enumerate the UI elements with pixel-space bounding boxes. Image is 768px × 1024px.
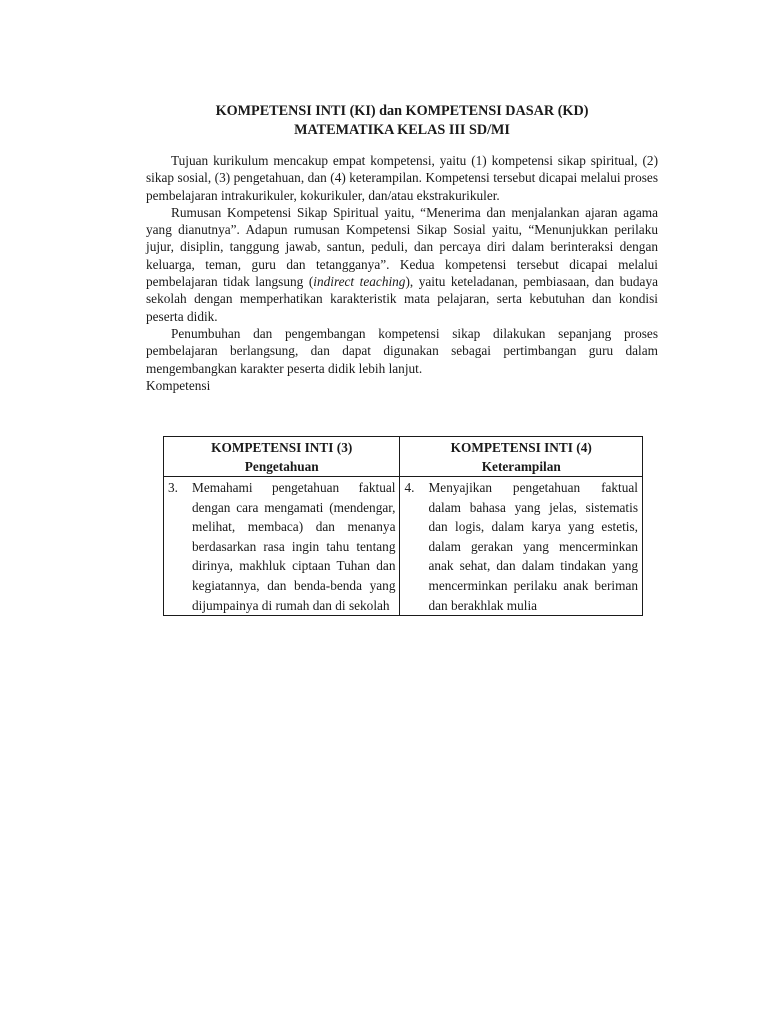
table-header-row [164, 437, 643, 477]
header-ki3-title: KOMPETENSI INTI (3) [211, 440, 353, 455]
ki3-item-number: 3. [168, 480, 178, 495]
document-title [146, 102, 658, 140]
table-cell-ki4 [400, 477, 643, 616]
ki3-item-text: Memahami pengetahuan faktual dengan cara mengamati (mendengar, melihat, membaca) dan menanya berdasarkan rasa ingin tahu tentang dirinya, makhluk ciptaan Tuhan dan kegiatannya, dan benda-benda yang dijumpainya di rumah dan di sekolah [192, 480, 396, 613]
paragraph-2 [146, 204, 658, 325]
title-line-1: KOMPETENSI INTI (KI) dan KOMPETENSI DASAR (KD) [215, 103, 589, 119]
paragraph-1: Tujuan kurikulum mencakup empat kompetensi, yaitu (1) kompetensi sikap spiritual, (2) sikap sosial, (3) pengetahuan, dan (4) keterampilan. Kompetensi tersebut dicapai melalui proses pembelajaran intrakurikuler, kokurikuler, dan/atau ekstrakurikuler. [146, 153, 658, 203]
ki3-item [168, 478, 395, 615]
table-header-ki3 [164, 437, 400, 477]
table-header-ki4 [400, 437, 643, 477]
paragraph-2-text-b: ), yaitu keteladanan, pembiasaan, dan budaya sekolah dengan memperhatikan karakteristik mata pelajaran, serta kebutuhan dan kondisi peserta didik. [146, 274, 658, 324]
header-ki4-subtitle: Keterampilan [481, 459, 561, 474]
ki4-item-text: Menyajikan pengetahuan faktual dalam bahasa yang jelas, sistematis dan logis, dalam karya yang estetis, dalam gerakan yang mencerminkan anak sehat, dan dalam tindakan yang mencerminkan perilaku anak beriman dan berakhlak mulia [428, 480, 638, 613]
paragraph-2-text-a: Rumusan Kompetensi Sikap Spiritual yaitu, “Menerima dan menjalankan ajaran agama yang dianutnya”. Adapun rumusan Kompetensi Sikap Sosial yaitu, “Menunjukkan perilaku jujur, disiplin, tanggung jawab, santun, peduli, dan percaya diri dalam berinteraksi dengan keluarga, teman, guru dan tetangganya”. Kedua kompetensi tersebut dicapai melalui pembelajaran tidak langsung ( [146, 204, 658, 290]
title-line-2: MATEMATIKA KELAS III SD/MI [294, 122, 510, 138]
ki4-item [404, 478, 638, 615]
ki4-item-number: 4. [404, 480, 415, 495]
paragraph-4: Kompetensi [146, 377, 211, 393]
document-body [146, 152, 658, 394]
paragraph-2-italic: indirect teaching [313, 274, 406, 290]
table-cell-ki3 [164, 477, 400, 616]
paragraph-3: Penumbuhan dan pengembangan kompetensi sikap dilakukan sepanjang proses pembelajaran berlangsung, dan dapat digunakan sebagai pertimbangan guru dalam mengembangkan karakter peserta didik lebih lanjut. [146, 325, 658, 376]
document-page [146, 102, 658, 613]
kompetensi-table [163, 436, 643, 616]
header-ki4-title: KOMPETENSI INTI (4) [450, 440, 592, 455]
header-ki3-subtitle: Pengetahuan [244, 459, 319, 474]
table-row [164, 477, 643, 616]
